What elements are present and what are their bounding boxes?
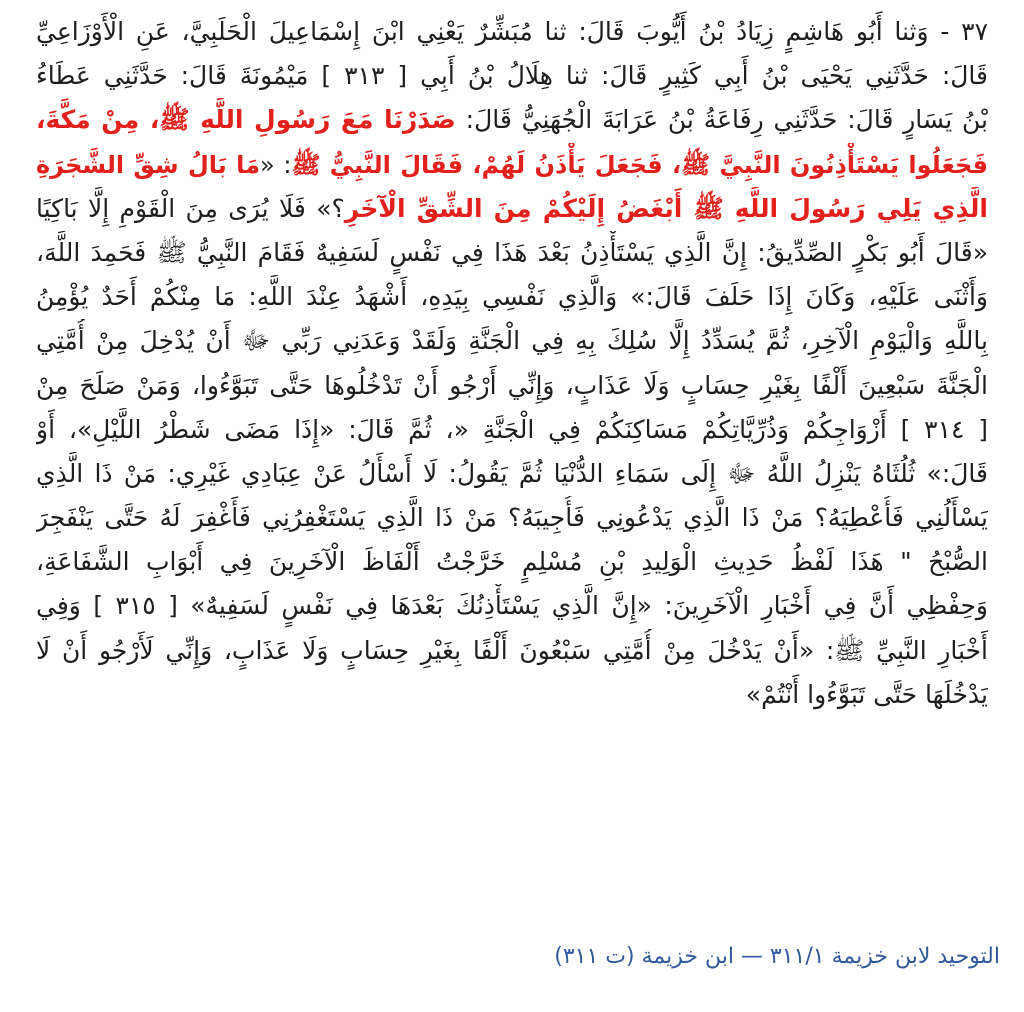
text-line-13 — [36, 540, 988, 584]
line-text: وَأَثْنَى عَلَيْهِ، وَكَانَ إِذَا حَلَفَ قَالَ:» وَالَّذِي نَفْسِي بِيَدِهِ، أَشْهَدُ عِنْدَ اللَّهِ: مَا مِنْكُمْ أَحَدٌ يُؤْمِنُ — [36, 282, 988, 312]
text-line-2 — [36, 54, 988, 98]
text-line-7 — [36, 275, 988, 319]
line-text: وَحِفْظِي أَنَّ فِي أَخْبَارِ الْآخَرِينَ: «إِنَّ الَّذِي يَسْتَأْذِنُكَ بَعْدَهَا فِي نَفْسٍ لَسَفِيهٌ» [ ٣١٥ ] وَفِي — [36, 591, 988, 621]
highlighted-hadith-text: فَجَعَلُوا يَسْتَأْذِنُونَ النَّبِيَّ ﷺ، فَجَعَلَ يَأْذَنُ لَهُمْ، فَقَالَ النَّبِيُّ ﷺ — [291, 150, 988, 179]
line-text: بِاللَّهِ وَالْيَوْمِ الْآخِرِ، ثُمَّ يُسَدِّدُ إِلَّا سُلِكَ بِهِ فِي الْجَنَّةِ وَلَقَدْ وَعَدَنِي رَبِّي ﷻ أَنْ يُدْخِلَ مِنْ أُمَّتِي — [36, 326, 988, 356]
text-line-8 — [36, 319, 988, 363]
hadith-text — [36, 10, 988, 717]
line-text: «قَالَ أَبُو بَكْرٍ الصِّدِّيقُ: إِنَّ الَّذِي يَسْتَأْذِنُ بَعْدَ هَذَا فِي نَفْسٍ لَسَفِيهٌ فَقَامَ النَّبِيُّ ﷺ فَحَمِدَ اللَّهَ، — [36, 237, 988, 267]
text-line-10 — [36, 408, 988, 452]
line-text: أَخْبَارِ النَّبِيِّ ﷺ: «أَنْ يَدْخُلَ مِنْ أُمَّتِي سَبْعُونَ أَلْفًا بِغَيْرِ حِسَابٍ وَلَا عَذَابٍ، وَإِنِّي لَأَرْجُو أَنْ لَا — [36, 635, 988, 665]
text-line-4 — [36, 143, 988, 187]
text-line-5 — [36, 187, 988, 231]
line-text: قَالَ:» ثُلُثَاهُ يَنْزِلُ اللَّهُ ﷻ إِلَى سَمَاءِ الدُّنْيَا ثُمَّ يَقُولُ: لَا أَسْأَلُ عَنْ عِبَادِي غَيْرِي: مَنْ ذَا الَّذِي — [36, 458, 988, 488]
line-text: قَالَ: حَدَّثَنِي يَحْيَى بْنُ أَبِي كَثِيرٍ قَالَ: ثنا هِلَالُ بْنُ أَبِي [ ٣١٣ ] مَيْمُونَةَ قَالَ: حَدَّثَنِي عَطَاءُ — [36, 61, 988, 91]
text-line-9 — [36, 364, 988, 408]
highlighted-hadith-text: صَدَرْنَا مَعَ رَسُولِ اللَّهِ ﷺ، مِنْ مَكَّةَ، — [36, 105, 456, 135]
text-line-3 — [36, 98, 988, 142]
text-line-6 — [36, 231, 988, 275]
line-text: [ ٣١٤ ] أَزْوَاجِكُمْ وَذُرِّيَّاتِكُمْ مَسَاكِنَكُمْ فِي الْجَنَّةِ «، ثُمَّ قَالَ: «إِذَا مَضَى شَطْرُ اللَّيْلِ»، أَوْ — [36, 414, 988, 444]
text-line-11 — [36, 452, 988, 496]
line-text: ٣٧ - وَثنا أَبُو هَاشِمٍ زِيَادُ بْنُ أَيُّوبَ قَالَ: ثنا مُبَشِّرٌ يَعْنِي ابْنَ إِسْمَاعِيلَ الْحَلَبِيَّ، عَنِ الْأَوْزَاعِيِّ — [36, 17, 988, 46]
text-line-1 — [36, 10, 988, 54]
line-text: ؟» فَلَا يُرَى مِنَ الْقَوْمِ إِلَّا بَاكِيًا — [36, 193, 345, 223]
line-text: يَسْأَلُنِي فَأُعْطِيَهُ؟ مَنْ ذَا الَّذِي يَدْعُونِي فَأُجِيبَهُ؟ مَنْ ذَا الَّذِي يَسْتَغْفِرُنِي فَأَغْفِرَ لَهُ حَتَّى يَنْفَجِرَ — [36, 503, 988, 533]
text-line-15 — [36, 629, 988, 673]
line-text: الْجَنَّةَ سَبْعِينَ أَلْفًا بِغَيْرِ حِسَابٍ وَلَا عَذَابٍ، وَإِنِّي أَرْجُو أَنْ تَدْخُلُوهَا حَتَّى تَبَوَّءُوا، وَمَنْ صَلَحَ مِنْ — [36, 370, 988, 400]
source-citation-link[interactable]: التوحيد لابن خزيمة ٣١١/١ — ابن خزيمة (ت ٣١١) — [554, 944, 1000, 969]
highlighted-hadith-text: الَّذِي يَلِي رَسُولَ اللَّهِ ﷺ أَبْغَضُ إِلَيْكُمْ مِنَ الشِّقِّ الْآخَرِ — [344, 193, 988, 223]
line-text: بْنُ يَسَارٍ قَالَ: حَدَّثَنِي رِفَاعَةُ بْنُ عَرَابَةَ الْجُهَنِيُّ قَالَ: — [455, 105, 988, 135]
text-line-14 — [36, 584, 988, 628]
line-text: الصُّبْحُ " هَذَا لَفْظُ حَدِيثِ الْوَلِيدِ بْنِ مُسْلِمٍ خَرَّجْتُ أَلْفَاظَ الْآخَرِينَ فِي أَبْوَابِ الشَّفَاعَةِ، — [36, 547, 988, 577]
text-line-12 — [36, 496, 988, 540]
highlighted-hadith-text: مَا بَالُ شِقِّ الشَّجَرَةِ — [36, 150, 261, 179]
line-text: : « — [260, 150, 292, 179]
line-text: يَدْخُلَهَا حَتَّى تَبَوَّءُوا أَنْتُمْ» — [745, 679, 988, 709]
text-line-16 — [36, 673, 988, 717]
